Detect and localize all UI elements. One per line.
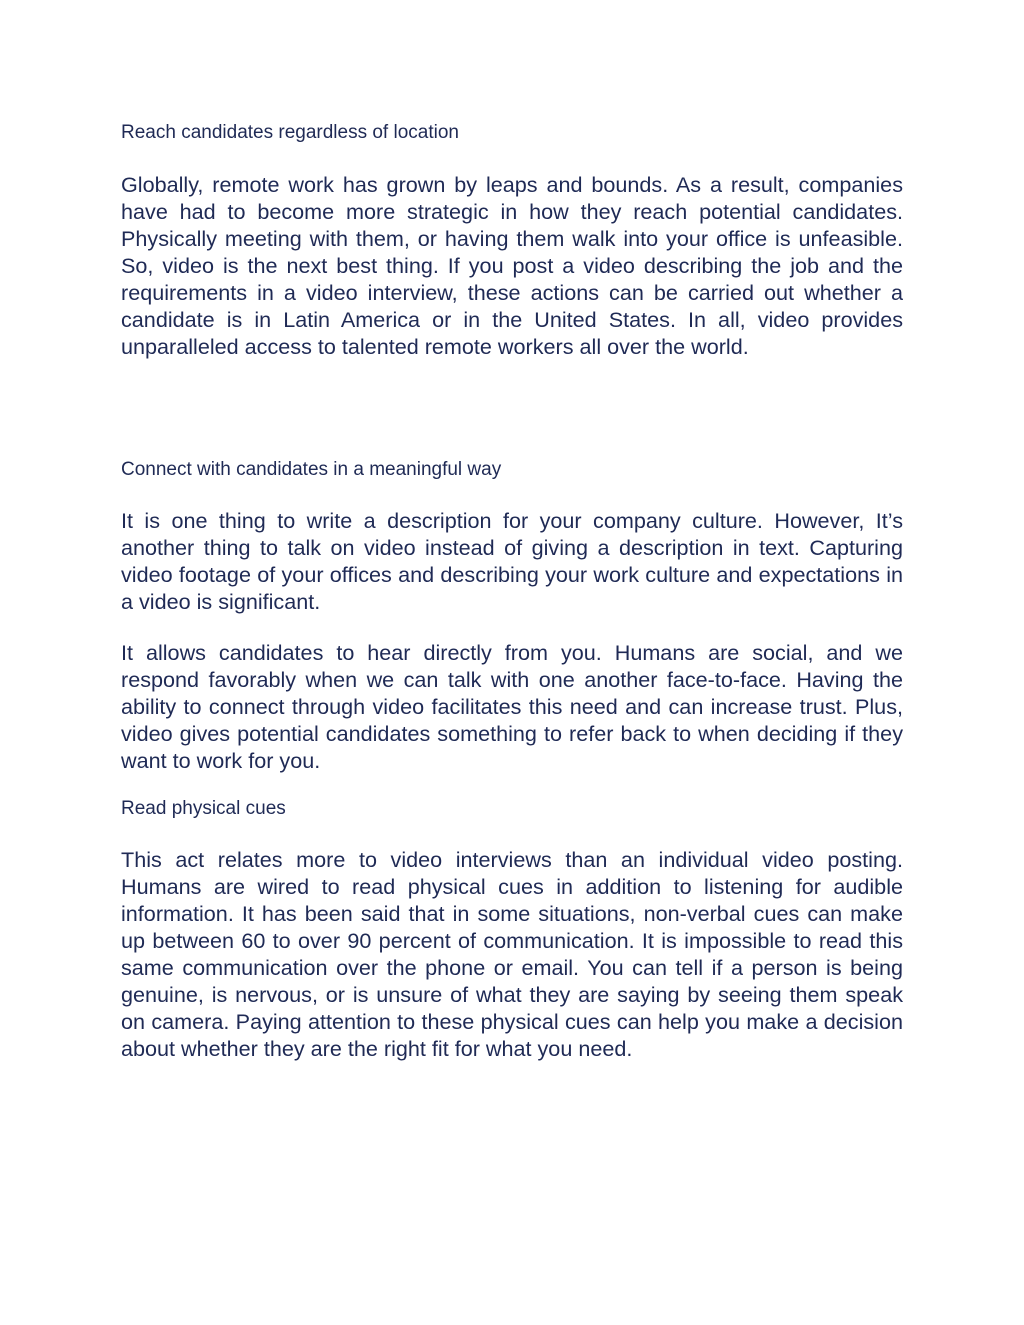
- section-heading-reach-candidates: Reach candidates regardless of location: [121, 122, 459, 143]
- paragraph-remote-work: Globally, remote work has grown by leaps and bounds. As a result, companies have had to become more strategic in how they reach potential candidates. Physically meeting with them, or having them walk into your office is unfeasible. So, video is the next best thing. If you post a video describing the job and the requirements in a video interview, these actions can be carried out whether a candidate is in Latin America or in the United States. In all, video provides unparalleled access to talented remote workers all over the world.: [121, 172, 903, 359]
- paragraph-company-culture: It is one thing to write a description for your company culture. However, It’s another thing to talk on video instead of giving a description in text. Capturing video footage of your offices and describing your work culture and expectations in a video is significant.: [121, 508, 903, 614]
- section-heading-connect-candidates: Connect with candidates in a meaningful way: [121, 459, 502, 480]
- section-heading-physical-cues: Read physical cues: [121, 798, 286, 819]
- paragraph-hear-directly: It allows candidates to hear directly from you. Humans are social, and we respond favorably when we can talk with one another face-to-face. Having the ability to connect through video facilitates this need and can increase trust. Plus, video gives potential candidates something to refer back to when deciding if they want to work for you.: [121, 640, 903, 773]
- paragraph-physical-cues: This act relates more to video interviews than an individual video posting. Humans are wired to read physical cues in addition to listening for audible information. It has been said that in some situations, non-verbal cues can make up between 60 to over 90 percent of communication. It is impossible to read this same communication over the phone or email. You can tell if a person is being genuine, is nervous, or is unsure of what they are saying by seeing them speak on camera. Paying attention to these physical cues can help you make a decision about whether they are the right fit for what you need.: [121, 847, 903, 1061]
